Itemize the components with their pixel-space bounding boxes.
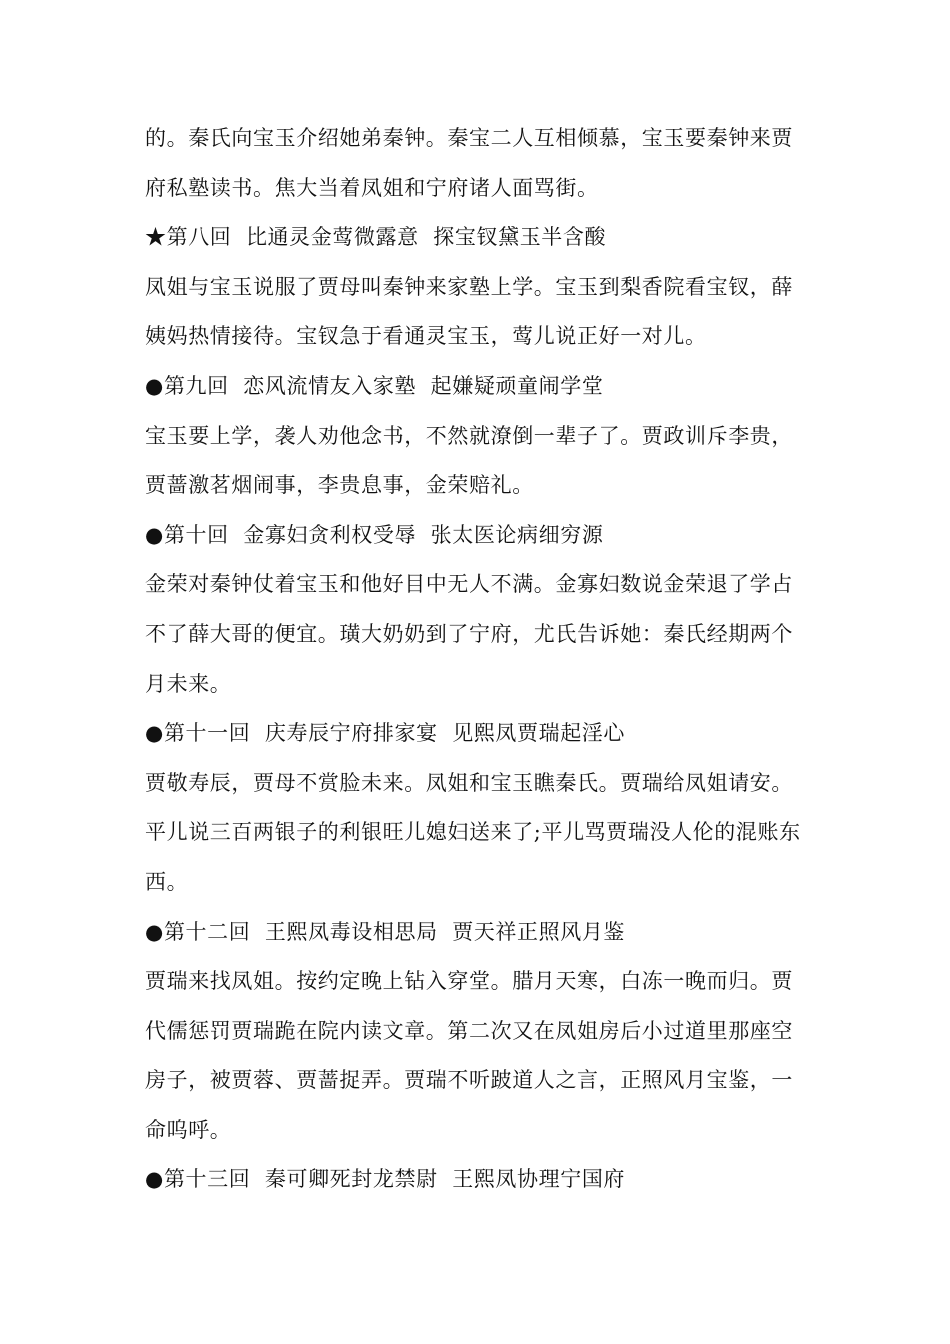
summary-paragraph: 贾敬寿辰，贾母不赏脸未来。凤姐和宝玉瞧秦氏。贾瑞给凤姐请安。平儿说三百两银子的利银旺儿媳妇送来了;平儿骂贾瑞没人伦的混账东西。 — [145, 770, 801, 894]
dot-bullet-icon: ● — [145, 522, 164, 547]
chapter-title: 第八回 比通灵金莺微露意 探宝钗黛玉半含酸 — [166, 225, 607, 250]
chapter-heading-12 — [145, 908, 810, 958]
dot-bullet-icon: ● — [145, 1167, 164, 1192]
document-body — [145, 114, 810, 1205]
dot-bullet-icon: ● — [145, 721, 164, 746]
summary-paragraph: 贾瑞来找凤姐。按约定晚上钻入穿堂。腊月天寒，白冻一晚而归。贾代儒惩罚贾瑞跪在院内读文章。第二次又在凤姐房后小过道里那座空房子，被贾蓉、贾蔷捉弄。贾瑞不听跛道人之言，正照风月宝鉴，一命呜呼。 — [145, 969, 793, 1142]
chapter-heading-8 — [145, 213, 810, 263]
chapter-heading-10 — [145, 511, 810, 561]
chapter-title: 第十回 金寡妇贪利权受辱 张太医论病细穷源 — [163, 522, 604, 547]
chapter-title: 第十二回 王熙凤毒设相思局 贾天祥正照风月鉴 — [163, 919, 626, 944]
summary-paragraph: 凤姐与宝玉说服了贾母叫秦钟来家塾上学。宝玉到梨香院看宝钗，薛姨妈热情接待。宝钗急于看通灵宝玉，莺儿说正好一对儿。 — [145, 274, 793, 349]
dot-bullet-icon: ● — [145, 919, 164, 944]
chapter-title: 第十三回 秦可卿死封龙禁尉 王熙凤协理宁国府 — [163, 1167, 626, 1192]
chapter-heading-9 — [145, 362, 810, 412]
summary-paragraph: 的。秦氏向宝玉介绍她弟秦钟。秦宝二人互相倾慕，宝玉要秦钟来贾府私塾读书。焦大当着凤姐和宁府诸人面骂街。 — [145, 126, 793, 200]
chapter-heading-11 — [145, 709, 810, 759]
star-bullet-icon: ★ — [145, 225, 167, 250]
summary-paragraph: 金荣对秦钟仗着宝玉和他好目中无人不满。金寡妇数说金荣退了学占不了薛大哥的便宜。璜大奶奶到了宁府，尤氏告诉她：秦氏经期两个月未来。 — [145, 572, 793, 696]
chapter-heading-13 — [145, 1155, 810, 1205]
chapter-title: 第九回 恋风流情友入家塾 起嫌疑顽童闹学堂 — [163, 373, 604, 398]
summary-paragraph: 宝玉要上学，袭人劝他念书，不然就潦倒一辈子了。贾政训斥李贵，贾蔷激茗烟闹事，李贵息事，金荣赔礼。 — [145, 423, 793, 498]
chapter-title: 第十一回 庆寿辰宁府排家宴 见熙凤贾瑞起淫心 — [163, 721, 626, 746]
dot-bullet-icon: ● — [145, 373, 164, 398]
